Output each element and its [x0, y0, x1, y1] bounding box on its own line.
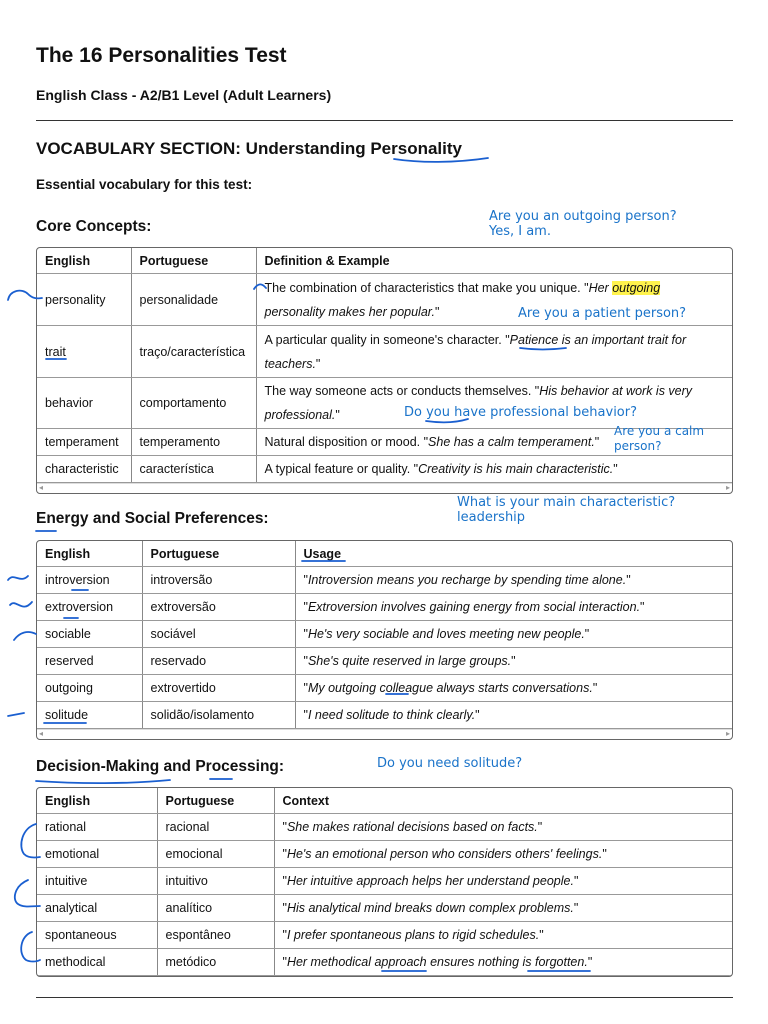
english-term: extroversion [37, 594, 142, 621]
table-row [37, 949, 732, 976]
quote-mark: " [434, 304, 440, 319]
table-row [37, 675, 732, 702]
table-row [37, 895, 732, 922]
portuguese-term: solidão/isolamento [142, 702, 295, 729]
example-text: He's very sociable and loves meeting new people. [307, 627, 585, 641]
portuguese-term: sociável [142, 621, 295, 648]
definition-text: The combination of characteristics that make you unique. " [264, 280, 589, 295]
english-term: analytical [37, 895, 157, 922]
table-row [37, 814, 732, 841]
table-row [37, 922, 732, 949]
example-cell: "My outgoing colleague always starts conversations." [295, 675, 732, 702]
portuguese-term: racional [157, 814, 274, 841]
table-row [37, 378, 732, 429]
note-line: Yes, I am. [489, 224, 551, 239]
column-header: English [37, 541, 142, 567]
definition-text: Natural disposition or mood. " [264, 435, 429, 449]
quote-mark: " [335, 408, 340, 422]
english-term: behavior [37, 378, 131, 429]
table-row [37, 621, 732, 648]
english-term: outgoing [37, 675, 142, 702]
handwritten-note: Do you have professional behavior? [404, 405, 638, 420]
table-row [37, 594, 732, 621]
example-text: Creativity is his main characteristic. [418, 462, 614, 476]
note-line: What is your main characteristic? [457, 495, 676, 510]
english-term: introversion [37, 567, 142, 594]
decision-table [36, 787, 733, 977]
handwritten-note: Are you a patient person? [518, 306, 687, 321]
portuguese-term: extroversão [142, 594, 295, 621]
portuguese-term: reservado [142, 648, 295, 675]
example-cell: "He's very sociable and loves meeting new people." [295, 621, 732, 648]
example-cell: "She makes rational decisions based on facts." [274, 814, 732, 841]
example-cell: "Introversion means you recharge by spending time alone." [295, 567, 732, 594]
example-text: His behavior at work is very professional. [264, 384, 693, 422]
divider [36, 120, 733, 121]
energy-heading: Energy and Social Preferences: [36, 510, 269, 527]
curl-mark [10, 602, 32, 607]
handwritten-note [489, 209, 677, 239]
english-term: sociable [37, 621, 142, 648]
example-cell: "I prefer spontaneous plans to rigid schedules." [274, 922, 732, 949]
core-concepts-heading: Core Concepts: [36, 218, 152, 235]
column-header: English [37, 788, 157, 814]
handwritten-note [457, 495, 675, 525]
example-cell: "I need solitude to think clearly." [295, 702, 732, 729]
scroll-left-icon[interactable]: ◂ [39, 483, 44, 492]
portuguese-term: emocional [157, 841, 274, 868]
example-cell: "She's quite reserved in large groups." [295, 648, 732, 675]
intro-text: Essential vocabulary for this test: [36, 177, 253, 192]
example-text: Her [588, 280, 613, 295]
definition-text: The way someone acts or conducts themselves. " [264, 384, 540, 398]
divider [36, 997, 733, 998]
curl-mark [14, 632, 36, 640]
quote-mark: " [315, 356, 321, 371]
english-term: methodical [37, 949, 157, 976]
scroll-right-icon[interactable]: ▸ [725, 483, 730, 492]
column-header: Definition & Example [256, 248, 732, 274]
underline-mark [36, 780, 170, 783]
column-header: Portuguese [131, 248, 256, 274]
english-term: spontaneous [37, 922, 157, 949]
definition-cell [256, 456, 732, 483]
example-text: My outgoing colleague always starts conversations. [307, 681, 593, 695]
section-heading: VOCABULARY SECTION: Understanding Personality [36, 139, 462, 158]
column-header: English [37, 248, 131, 274]
table-row [37, 648, 732, 675]
definition-text: A particular quality in someone's character. " [264, 332, 510, 347]
definition-text: A typical feature or quality. " [264, 462, 419, 476]
portuguese-term: comportamento [131, 378, 256, 429]
portuguese-term: analítico [157, 895, 274, 922]
energy-table [36, 540, 733, 740]
portuguese-term: temperamento [131, 429, 256, 456]
scroll-right-icon[interactable]: ▸ [725, 729, 730, 738]
example-cell: "Her methodical approach ensures nothing is forgotten." [274, 949, 732, 976]
quote-mark: " [613, 462, 618, 476]
portuguese-term: traço/característica [131, 326, 256, 378]
note-line: Are you a calm [614, 424, 705, 438]
english-term: temperament [37, 429, 131, 456]
example-text: I need solitude to think clearly. [307, 708, 476, 722]
example-cell: "Her intuitive approach helps her understand people." [274, 868, 732, 895]
table-row [37, 567, 732, 594]
english-term: characteristic [37, 456, 131, 483]
example-text: He's an emotional person who considers others' feelings. [286, 847, 603, 861]
table-row [37, 456, 732, 483]
page-title: The 16 Personalities Test [36, 44, 287, 67]
curl-mark [8, 713, 24, 716]
handwritten-note: Do you need solitude? [377, 756, 523, 771]
example-text: personality makes her popular. [264, 304, 435, 319]
column-header: Portuguese [157, 788, 274, 814]
example-text: Extroversion involves gaining energy from social interaction. [307, 600, 641, 614]
quote-mark: " [594, 435, 600, 449]
table-row [37, 326, 732, 378]
example-cell: "His analytical mind breaks down complex problems." [274, 895, 732, 922]
english-term: personality [37, 274, 131, 326]
horizontal-scrollbar[interactable] [37, 729, 732, 739]
highlighted-word: outgoing [612, 280, 661, 295]
example-text: Her methodical approach ensures nothing is forgotten. [286, 955, 588, 969]
core-concepts-table [36, 247, 733, 494]
english-term: reserved [37, 648, 142, 675]
column-header: Portuguese [142, 541, 295, 567]
page-subtitle: English Class - A2/B1 Level (Adult Learners) [36, 87, 332, 103]
example-text: Patience is an important trait for teachers. [264, 332, 687, 371]
example-text: Her intuitive approach helps her understand people. [286, 874, 574, 888]
note-line: leadership [457, 510, 526, 525]
handwritten-note [614, 424, 704, 454]
example-cell: "He's an emotional person who considers others' feelings." [274, 841, 732, 868]
curl-mark [8, 576, 28, 580]
table-row [37, 702, 732, 729]
example-text: I prefer spontaneous plans to rigid schedules. [286, 928, 540, 942]
example-text: She has a calm temperament. [428, 435, 595, 449]
example-text: His analytical mind breaks down complex problems. [286, 901, 574, 915]
portuguese-term: extrovertido [142, 675, 295, 702]
example-cell: "Extroversion involves gaining energy from social interaction." [295, 594, 732, 621]
portuguese-term: espontâneo [157, 922, 274, 949]
english-term: solitude [37, 702, 142, 729]
scroll-left-icon[interactable]: ◂ [39, 729, 44, 738]
note-line: person? [614, 439, 662, 453]
column-header: Context [274, 788, 732, 814]
horizontal-scrollbar[interactable] [37, 483, 732, 493]
definition-cell [256, 326, 732, 378]
portuguese-term: introversão [142, 567, 295, 594]
table-row [37, 841, 732, 868]
portuguese-term: personalidade [131, 274, 256, 326]
english-term: emotional [37, 841, 157, 868]
portuguese-term: metódico [157, 949, 274, 976]
example-text: She's quite reserved in large groups. [307, 654, 512, 668]
portuguese-term: característica [131, 456, 256, 483]
table-row [37, 868, 732, 895]
english-term: intuitive [37, 868, 157, 895]
english-term: rational [37, 814, 157, 841]
note-line: Are you an outgoing person? [489, 209, 677, 224]
example-text: She makes rational decisions based on facts. [286, 820, 538, 834]
english-term: trait [37, 326, 131, 378]
example-text: Introversion means you recharge by spending time alone. [307, 573, 627, 587]
portuguese-term: intuitivo [157, 868, 274, 895]
definition-cell [256, 378, 732, 429]
column-header: Usage [295, 541, 732, 567]
decision-heading: Decision-Making and Processing: [36, 758, 285, 775]
